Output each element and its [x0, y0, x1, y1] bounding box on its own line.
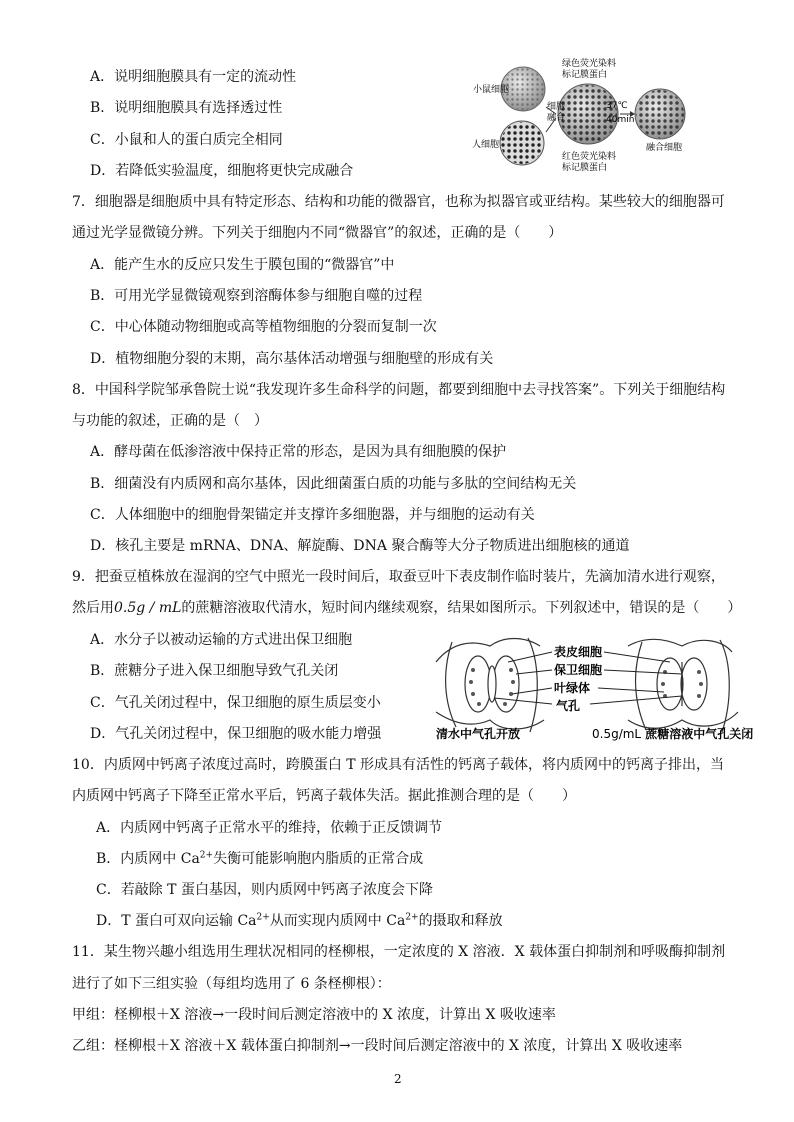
q10-option-c: C．若敲除 T 蛋白基因，则内质网中钙离子浓度会下降 [96, 882, 433, 898]
fused-cell [635, 89, 685, 139]
fusion-label-2: 融合 [547, 113, 566, 123]
q10-stem-line2: 内质网中钙离子下降至正常水平后，钙离子载体失活。据此推测合理的是（ ） [72, 788, 576, 804]
q11-group-a: 甲组：柽柳根＋X 溶液→一段时间后测定溶液中的 X 浓度，计算出 X 吸收速率 [72, 1007, 556, 1023]
q6-option-a: A．说明细胞膜具有一定的流动性 [90, 69, 297, 85]
mouse-cell-label: 小鼠细胞 [473, 85, 510, 95]
q10-b-sup: 2+ [199, 850, 214, 861]
q10-d-pre: D．T 蛋白可双向运输 Ca [96, 913, 257, 929]
cell-fusion-figure [470, 52, 710, 192]
q10-b-pre: B．内质网中 Ca [96, 851, 200, 867]
q10-option-a: A．内质网中钙离子正常水平的维持，依赖于正反馈调节 [96, 820, 443, 836]
open-stoma-panel [436, 638, 544, 732]
q10-b-post: 失衡可能影响胞内脂质的正常合成 [213, 851, 424, 867]
q9-option-a: A．水分子以被动运输的方式进出保卫细胞 [90, 632, 353, 648]
q8-option-a: A．酵母菌在低渗溶液中保持正常的形态，是因为具有细胞膜的保护 [90, 444, 507, 460]
temperature-label: 37℃ [606, 101, 628, 111]
q8-option-d: D．核孔主要是 mRNA、DNA、解旋酶、DNA 聚合酶等大分子物质进出细胞核的通道 [90, 538, 630, 554]
fusion-label-1: 细胞 [547, 102, 566, 112]
guard-cell-label: 保卫细胞 [554, 663, 603, 677]
q8-option-b: B．细菌没有内质网和高尔基体，因此细菌蛋白质的功能与多肽的空间结构无关 [90, 476, 577, 492]
green-dye-label-2: 标记膜蛋白 [562, 70, 608, 80]
q8-option-c: C．人体细胞中的细胞骨架锚定并支撑许多细胞器，并与细胞的运动有关 [90, 507, 535, 523]
q9-concentration: 0.5g / mL [114, 600, 182, 616]
human-cell [500, 121, 544, 165]
q8-stem-line1: 8．中国科学院邹承鲁院士说“我发现许多生命科学的问题，都要到细胞中去寻找答案”。下列关于细胞结构 [72, 382, 726, 398]
q10-option-b [96, 850, 423, 868]
q11-stem-line2: 进行了如下三组实验（每组均选用了 6 条柽柳根）： [72, 976, 391, 992]
leader-lines [494, 652, 682, 704]
closed-caption-number: 0.5g/mL [592, 727, 642, 741]
stoma-label: 气孔 [556, 699, 581, 713]
q11-group-b: 乙组：柽柳根＋X 溶液＋X 载体蛋白抑制剂→一段时间后测定溶液中的 X 浓度，计算出 X 吸收速率 [72, 1038, 683, 1054]
time-label: 40min [606, 115, 635, 125]
q10-d-sup2: 2+ [405, 912, 419, 923]
chloroplast-label: 叶绿体 [554, 681, 591, 695]
closed-caption-text: 蔗糖溶液中气孔关闭 [641, 727, 754, 741]
fusing-cell [558, 84, 618, 144]
q9-stem-line2 [72, 599, 741, 617]
q7-stem-line1: 7．细胞器是细胞质中具有特定形态、结构和功能的微器官，也称为拟器官或亚结构。某些较大的细胞器可 [72, 194, 725, 210]
q10-d-post: 的摄取和释放 [418, 913, 503, 929]
q8-stem-line2: 与功能的叙述，正确的是（ ） [72, 413, 268, 429]
stomata-figure [432, 632, 768, 744]
q7-option-c: C．中心体随动物细胞或高等植物细胞的分裂而复制一次 [90, 319, 437, 335]
q10-d-sup1: 2+ [256, 912, 270, 923]
q7-option-d: D．植物细胞分裂的末期，高尔基体活动增强与细胞壁的形成有关 [90, 351, 494, 367]
q7-option-b: B．可用光学显微镜观察到溶酶体参与细胞自噬的过程 [90, 288, 423, 304]
epidermal-cell-label: 表皮细胞 [554, 645, 603, 659]
q10-d-mid: 从而实现内质网中 Ca [269, 913, 406, 929]
q6-option-c: C．小鼠和人的蛋白质完全相同 [90, 132, 283, 148]
page-number: 2 [394, 1072, 402, 1086]
q9-option-b: B．蔗糖分子进入保卫细胞导致气孔关闭 [90, 663, 339, 679]
open-stoma-caption: 清水中气孔开放 [436, 727, 521, 741]
q10-option-d [96, 912, 503, 930]
red-dye-label-1: 红色荧光染料 [562, 152, 617, 162]
q11-stem-line1: 11．某生物兴趣小组选用生理状况相同的柽柳根，一定浓度的 X 溶液．X 载体蛋白抑制剂和呼吸酶抑制剂 [72, 944, 726, 960]
q6-option-b: B．说明细胞膜具有选择透过性 [90, 100, 283, 116]
closed-stoma-caption [592, 726, 753, 741]
q7-option-a: A．能产生水的反应只发生于膜包围的“微器官”中 [90, 257, 395, 273]
q9-stem-line1: 9．把蚕豆植株放在湿润的空气中照光一段时间后，取蚕豆叶下表皮制作临时装片，先滴加清水进行观察， [72, 569, 725, 585]
q9-stem-2c: 的蔗糖溶液取代清水，短时间内继续观察，结果如图所示。下列叙述中，错误的是（ ） [181, 600, 742, 616]
q9-option-d: D．气孔关闭过程中，保卫细胞的吸水能力增强 [90, 726, 382, 742]
q10-stem-line1: 10．内质网中钙离子浓度过高时，跨膜蛋白 T 形成具有活性的钙离子载体，将内质网中的钙离子排出，当 [72, 757, 725, 773]
q7-stem-line2: 通过光学显微镜分辨。下列关于细胞内不同“微器官”的叙述，正确的是（ ） [72, 225, 563, 241]
human-cell-label: 人细胞 [472, 140, 500, 150]
q6-option-d: D．若降低实验温度，细胞将更快完成融合 [90, 163, 354, 179]
closed-stoma-panel [628, 639, 738, 732]
q9-option-c: C．气孔关闭过程中，保卫细胞的原生质层变小 [90, 695, 381, 711]
fused-cell-label: 融合细胞 [646, 143, 683, 153]
q9-stem-2a: 然后用 [72, 600, 114, 616]
green-dye-label-1: 绿色荧光染料 [562, 59, 617, 69]
red-dye-label-2: 标记膜蛋白 [562, 163, 608, 173]
